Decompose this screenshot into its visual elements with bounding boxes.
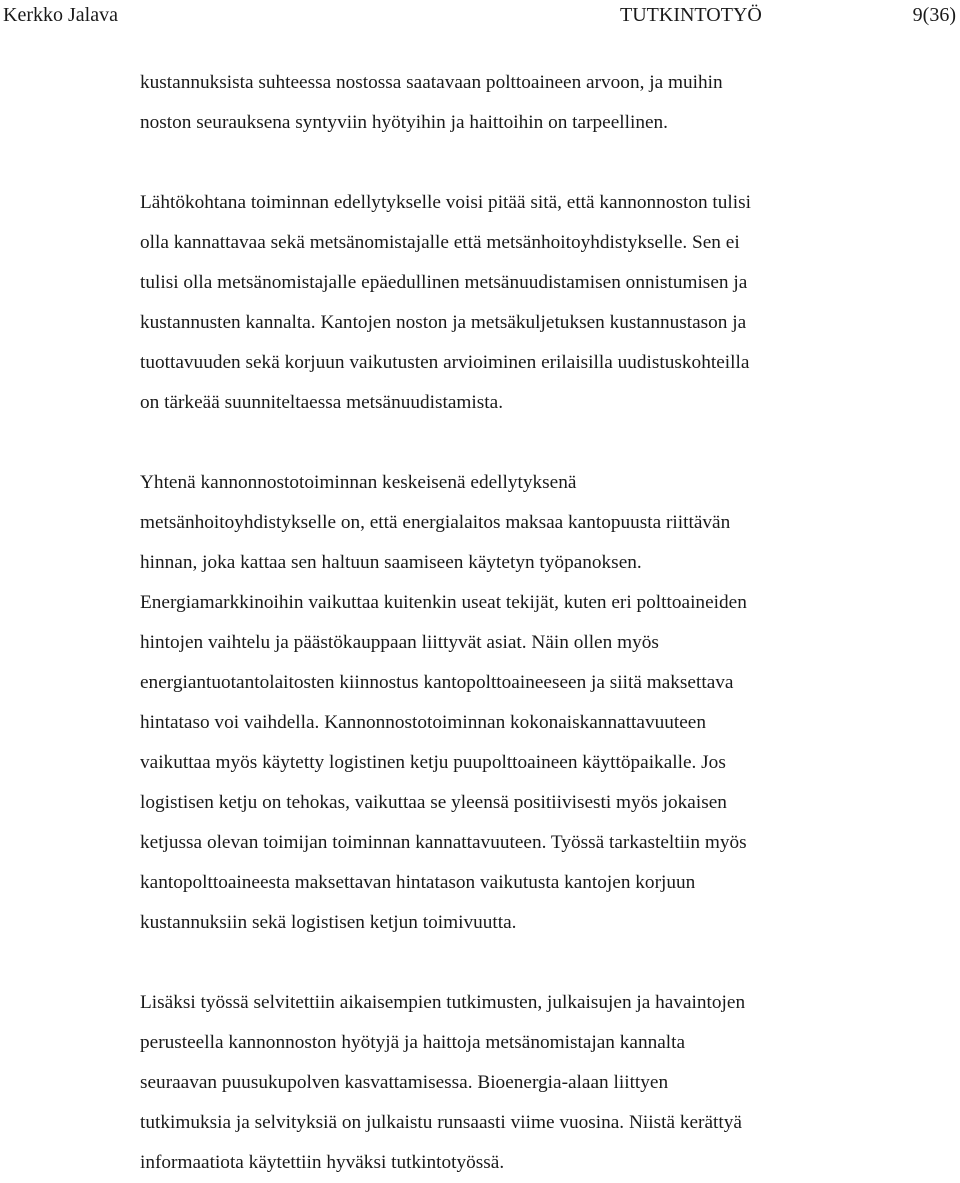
text-line: tutkimuksia ja selvityksiä on julkaistu runsaasti viime vuosina. Niistä kerättyä xyxy=(140,1112,742,1133)
page-header xyxy=(0,4,960,34)
author-name: Kerkko Jalava xyxy=(3,4,118,26)
paragraph-2 xyxy=(140,183,940,423)
text-line: Yhtenä kannonnostotoiminnan keskeisenä edellytyksenä xyxy=(140,472,577,493)
text-line: Lisäksi työssä selvitettiin aikaisempien tutkimusten, julkaisujen ja havaintojen xyxy=(140,992,746,1013)
text-line: informaatiota käytettiin hyväksi tutkintotyössä. xyxy=(140,1152,505,1173)
text-line: kustannuksista suhteessa nostossa saatavaan polttoaineen arvoon, ja muihin xyxy=(140,72,723,93)
paragraph-gap xyxy=(140,423,940,463)
text-line: hintojen vaihtelu ja päästökauppaan liittyvät asiat. Näin ollen myös xyxy=(140,632,659,653)
text-line: seuraavan puusukupolven kasvattamisessa. Bioenergia-alaan liittyen xyxy=(140,1072,669,1093)
text-line: olla kannattavaa sekä metsänomistajalle että metsänhoitoyhdistykselle. Sen ei xyxy=(140,232,740,253)
text-line: hinnan, joka kattaa sen haltuun saamiseen käytetyn työpanoksen. xyxy=(140,552,642,573)
text-line: perusteella kannonnoston hyötyjä ja haittoja metsänomistajan kannalta xyxy=(140,1032,686,1053)
text-line: logistisen ketju on tehokas, vaikuttaa se yleensä positiivisesti myös jokaisen xyxy=(140,792,727,813)
text-line: tulisi olla metsänomistajalle epäedullinen metsänuudistamisen onnistumisen ja xyxy=(140,272,748,293)
text-line: on tärkeää suunniteltaessa metsänuudistamista. xyxy=(140,392,504,413)
text-line: Lähtökohtana toiminnan edellytykselle voisi pitää sitä, että kannonnoston tulisi xyxy=(140,192,751,213)
text-line: kustannusten kannalta. Kantojen noston ja metsäkuljetuksen kustannustason ja xyxy=(140,312,747,333)
text-line: hintataso voi vaihdella. Kannonnostotoiminnan kokonaiskannattavuuteen xyxy=(140,712,707,733)
paragraph-gap xyxy=(140,143,940,183)
text-line: noston seurauksena syntyviin hyötyihin ja haittoihin on tarpeellinen. xyxy=(140,112,669,133)
document-body xyxy=(140,63,940,1183)
text-line: vaikuttaa myös käytetty logistinen ketju puupolttoaineen käyttöpaikalle. Jos xyxy=(140,752,726,773)
text-line: ketjussa olevan toimijan toiminnan kannattavuuteen. Työssä tarkasteltiin myös xyxy=(140,832,747,853)
text-line: metsänhoitoyhdistykselle on, että energialaitos maksaa kantopuusta riittävän xyxy=(140,512,731,533)
text-line: energiantuotantolaitosten kiinnostus kantopolttoaineeseen ja siitä maksettava xyxy=(140,672,734,693)
text-line: kustannuksiin sekä logistisen ketjun toimivuutta. xyxy=(140,912,517,933)
paragraph-gap xyxy=(140,943,940,983)
paragraph-4 xyxy=(140,983,940,1183)
text-line: Energiamarkkinoihin vaikuttaa kuitenkin useat tekijät, kuten eri polttoaineiden xyxy=(140,592,747,613)
paragraph-3 xyxy=(140,463,940,943)
document-type: TUTKINTOTYÖ xyxy=(620,4,762,26)
page-number: 9(36) xyxy=(912,4,956,26)
paragraph-1 xyxy=(140,63,940,143)
text-line: tuottavuuden sekä korjuun vaikutusten arvioiminen erilaisilla uudistuskohteilla xyxy=(140,352,750,373)
text-line: kantopolttoaineesta maksettavan hintatason vaikutusta kantojen korjuun xyxy=(140,872,696,893)
